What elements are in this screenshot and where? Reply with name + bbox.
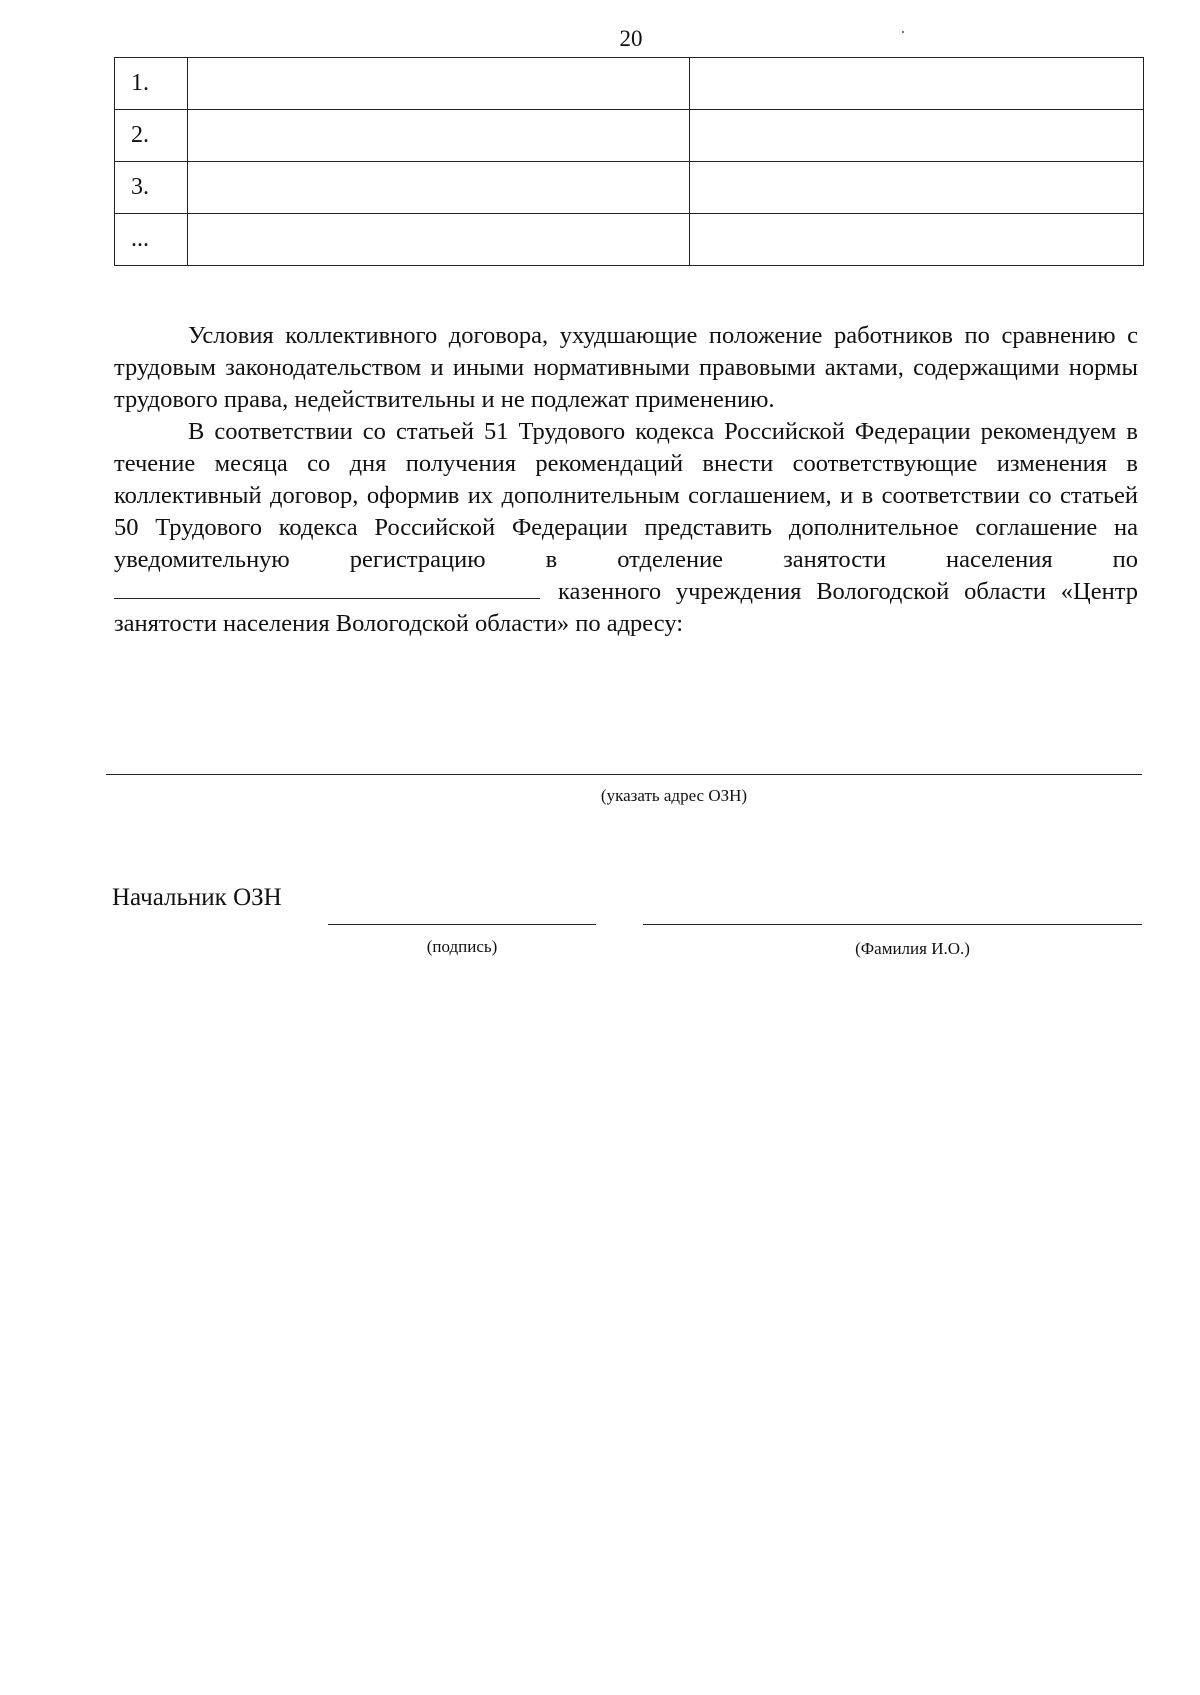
table-cell (690, 162, 1144, 214)
recommendation-text: В соответствии со статьей 51 Трудового кодекса Российской Федерации рекомендуем в течение месяца со дня получения рекомендаций внести соответствующие изменения в коллективный договор, оформив их дополнительным соглашением, и в соответствии со статьей 50 Трудового кодекса Российской Федерации представить дополнительное соглашение на уведомительную регистрацию в отделение занятости населения по (114, 418, 1138, 573)
name-blank-line (643, 924, 1142, 925)
row-number: 1. (115, 58, 188, 110)
table-row (115, 162, 1144, 214)
row-number: ... (115, 214, 188, 266)
paragraph-recommendation (114, 416, 1138, 640)
items-table (114, 57, 1144, 266)
name-caption: (Фамилия И.О.) (855, 939, 970, 958)
address-blank-line (106, 774, 1142, 775)
scan-speck (902, 31, 904, 33)
table-row (115, 214, 1144, 266)
row-number: 2. (115, 110, 188, 162)
table-cell (188, 162, 690, 214)
table-cell (188, 110, 690, 162)
signature-blank-line (328, 924, 596, 925)
table-cell (690, 58, 1144, 110)
page-number: 20 (619, 26, 643, 51)
row-number: 3. (115, 162, 188, 214)
body-text (114, 320, 1138, 640)
paragraph-invalid-conditions: Условия коллективного договора, ухудшающие положение работников по сравнению с трудовым законодательством и иными нормативными правовыми актами, содержащими нормы трудового права, недействительны и не подлежат применению. (114, 322, 1138, 413)
department-blank-line (114, 578, 540, 599)
recommendation-text-continued: казенного учреждения Вологодской области «Центр занятости населения Вологодской области» по адресу: (114, 578, 1138, 637)
address-caption: (указать адрес ОЗН) (600, 786, 748, 805)
table-cell (690, 214, 1144, 266)
table-cell (690, 110, 1144, 162)
table-row (115, 58, 1144, 110)
signature-caption: (подпись) (426, 937, 498, 956)
table-cell (188, 214, 690, 266)
head-title-label: Начальник ОЗН (112, 884, 282, 911)
table-cell (188, 58, 690, 110)
table-row (115, 110, 1144, 162)
